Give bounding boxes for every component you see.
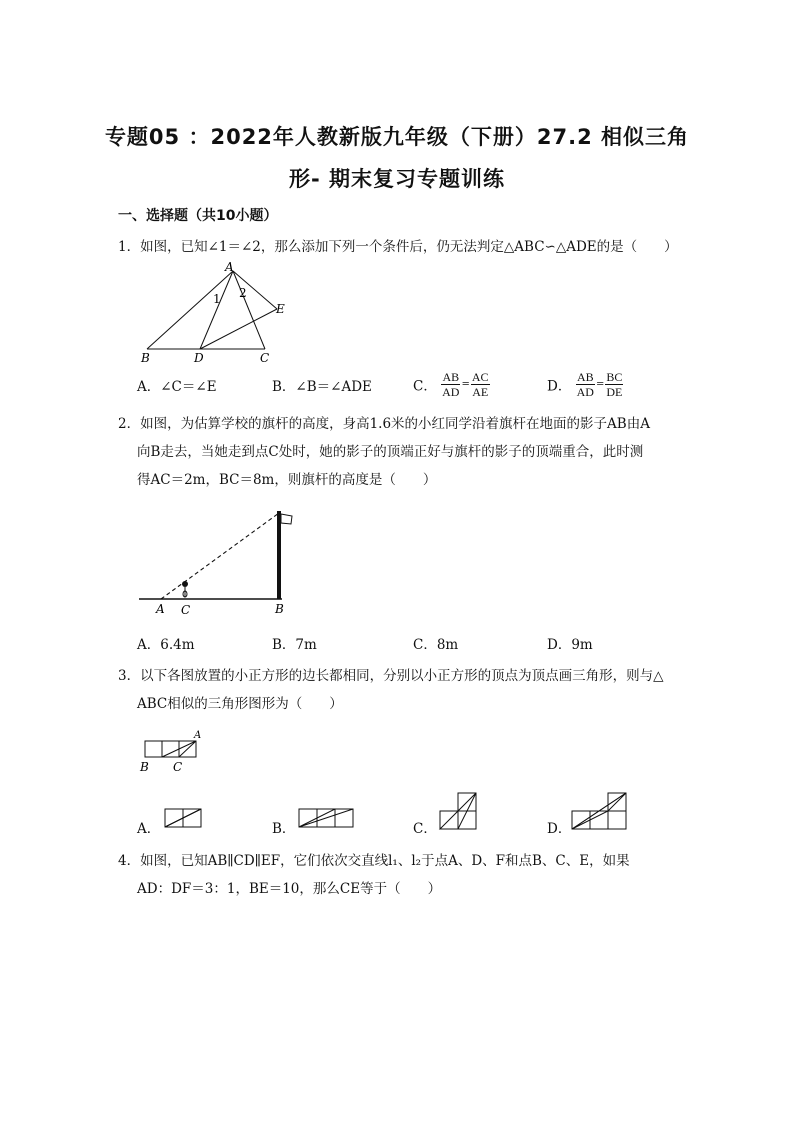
q3-option-c-figure[interactable]	[438, 791, 478, 831]
label-a: A	[225, 261, 234, 274]
q1-option-a[interactable]: A．∠C＝∠E	[137, 379, 217, 395]
q3-option-a[interactable]: A．	[137, 821, 161, 837]
fraction-ac-ae: $\frac{AC}{AE}$	[471, 370, 489, 399]
question-2-text	[118, 410, 678, 494]
fraction-ab-ad: $\frac{AB}{AD}$	[576, 370, 594, 399]
segment-de	[200, 309, 277, 349]
q3-option-c[interactable]: C．	[413, 821, 437, 837]
question-4-line-1: 4．如图，已知AB∥CD∥EF，它们依次交直线l₁、l₂于点A、D、F和点B、C、E，如果	[118, 853, 630, 869]
segment-ab	[147, 271, 233, 349]
question-4-text	[118, 847, 678, 903]
q3-option-d[interactable]: D．	[547, 821, 572, 837]
fraction-bc-de: $\frac{BC}{DE}$	[606, 370, 623, 399]
label-c: C	[173, 760, 183, 774]
q3-option-d-figure[interactable]	[570, 791, 630, 831]
q3-option-a-figure[interactable]	[163, 807, 203, 829]
question-4-line-2: AD：DF＝3：1，BE＝10，那么CE等于（ ）	[137, 881, 442, 897]
question-3-line-1: 3．以下各图放置的小正方形的边长都相同，分别以小正方形的顶点为顶点画三角形，则与△	[118, 668, 664, 684]
page-title-line-2: 形- 期末复习专题训练	[288, 167, 506, 191]
label-angle-1: 1	[213, 292, 221, 306]
question-2-line-1: 2．如图，为估算学校的旗杆的高度，身高1.6米的小红同学沿着旗杆在地面的影子AB由A	[118, 416, 650, 432]
q2-option-d[interactable]: D．9m	[547, 637, 593, 653]
grid-square	[162, 741, 179, 757]
grid-square	[145, 741, 162, 757]
label-b: B	[275, 602, 284, 616]
question-2-figure	[135, 505, 305, 617]
segment-ad	[200, 271, 233, 349]
person-head	[182, 581, 188, 587]
label-a: A	[156, 602, 165, 616]
label-d: D	[194, 351, 204, 365]
page-title-line-1: 专题05 ：2022年人教新版九年级（下册）27.2 相似三角	[104, 125, 690, 149]
question-1-figure	[135, 261, 295, 365]
question-3-line-2: ABC相似的三角形图形为（ ）	[137, 696, 343, 712]
q2-option-c[interactable]: C．8m	[413, 637, 459, 653]
section-header: 一、选择题（共10小题）	[118, 208, 278, 224]
label-c: C	[181, 603, 191, 617]
flagpole	[277, 511, 281, 599]
question-3-text	[118, 662, 678, 718]
label-e: E	[276, 302, 285, 316]
question-1-text: 1．如图，已知∠1＝∠2，那么添加下列一个条件后，仍无法判定△ABC∽△ADE的是（ ）	[118, 239, 678, 255]
q2-option-b[interactable]: B．7m	[272, 637, 317, 653]
q2-option-a[interactable]: A．6.4m	[137, 637, 195, 653]
label-b: B	[141, 351, 150, 365]
flag-icon	[281, 514, 292, 524]
q1-option-d[interactable]: D． $\frac{AB}{AD}$ = $\frac{BC}{DE}$	[547, 370, 623, 399]
q3-option-b-figure[interactable]	[297, 807, 355, 829]
question-3-reference-figure	[135, 728, 215, 776]
segment-ac	[233, 271, 265, 349]
label-c: C	[260, 351, 270, 365]
question-2-line-3: 得AC＝2m，BC＝8m，则旗杆的高度是（ ）	[137, 472, 437, 488]
q3-option-b[interactable]: B．	[272, 821, 296, 837]
label-b: B	[140, 760, 149, 774]
fraction-ab-ad: $\frac{AB}{AD}$	[442, 370, 460, 399]
label-a: A	[194, 730, 202, 741]
sight-line	[161, 513, 279, 599]
question-2-line-2: 向B走去，当她走到点C处时，她的影子的顶端正好与旗杆的影子的顶端重合，此时测	[137, 444, 644, 460]
label-angle-2: 2	[239, 286, 247, 300]
q1-option-b[interactable]: B．∠B＝∠ADE	[272, 379, 372, 395]
q1-option-c[interactable]: C． $\frac{AB}{AD}$ = $\frac{AC}{AE}$	[413, 370, 489, 399]
triangle	[299, 809, 353, 827]
